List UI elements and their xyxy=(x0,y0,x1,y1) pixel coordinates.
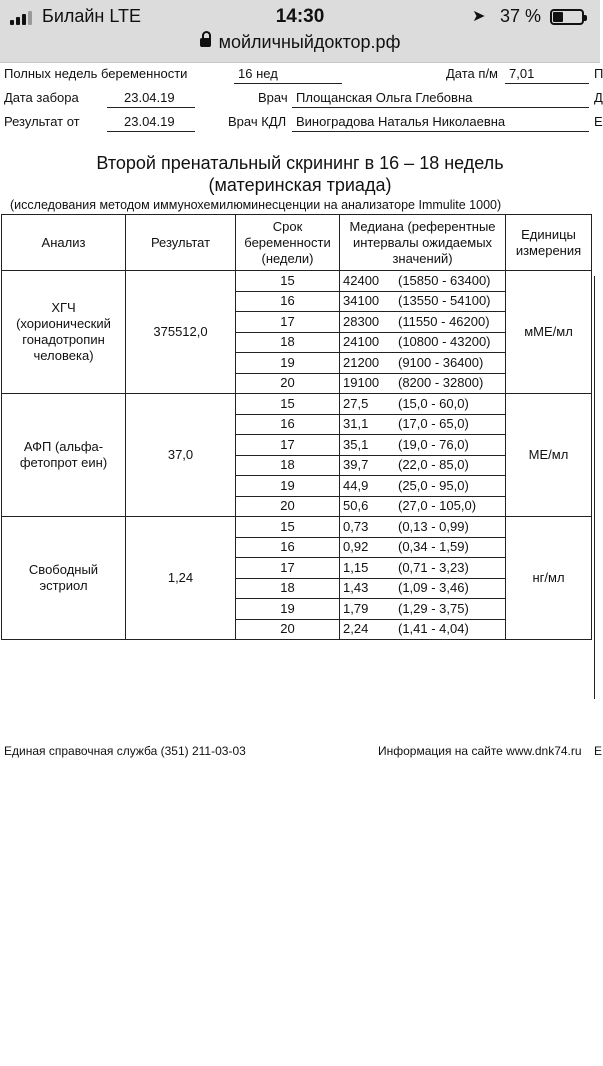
gestation-week: 19 xyxy=(236,599,340,620)
reference-range: (9100 - 36400) xyxy=(398,354,484,370)
analyte-result: 1,24 xyxy=(126,517,236,640)
battery-percent: 37 % xyxy=(500,6,542,26)
gestation-week: 16 xyxy=(236,537,340,558)
method-note: (исследования методом иммунохемилюминесценции на анализаторе Immulite 1000) xyxy=(10,198,502,212)
median-range xyxy=(340,271,506,292)
median-range xyxy=(340,414,506,435)
battery-icon xyxy=(550,9,584,25)
lab-report xyxy=(0,62,603,1066)
analyte-name: Свободный эстриол xyxy=(2,517,126,640)
site-info: Информация на сайте www.dnk74.ru xyxy=(378,744,582,758)
analyte-name: ХГЧ (хорионический гонадотропин человека) xyxy=(2,271,126,394)
median-value: 31,1 xyxy=(343,416,369,432)
gestation-week: 18 xyxy=(236,332,340,353)
gestation-week: 18 xyxy=(236,578,340,599)
weeks-value: 16 нед xyxy=(238,66,278,81)
analyte-unit: МЕ/мл xyxy=(506,394,592,517)
median-value: 24100 xyxy=(343,334,380,350)
median-range xyxy=(340,476,506,497)
column-header-median: Медиана (референтные интервалы ожидаемых значений) xyxy=(340,215,506,271)
median-range xyxy=(340,537,506,558)
analyte-result: 375512,0 xyxy=(126,271,236,394)
analyte-unit: мМЕ/мл xyxy=(506,271,592,394)
analyte-result: 37,0 xyxy=(126,394,236,517)
median-range xyxy=(340,599,506,620)
edge-letter-2: Д xyxy=(594,90,603,105)
gestation-week: 20 xyxy=(236,619,340,640)
location-arrow-icon: ➤ xyxy=(472,8,486,25)
report-title: Второй пренатальный скрининг в 16 – 18 недель xyxy=(96,153,504,173)
lmp-label: Дата п/м xyxy=(446,66,498,81)
gestation-week: 20 xyxy=(236,496,340,517)
table-row xyxy=(2,394,592,415)
median-value: 42400 xyxy=(343,272,380,288)
median-value: 21200 xyxy=(343,354,380,370)
gestation-week: 17 xyxy=(236,558,340,579)
gestation-week: 17 xyxy=(236,312,340,333)
reference-range: (10800 - 43200) xyxy=(398,334,491,350)
adjacent-page-edge xyxy=(594,276,601,699)
analyte-name: АФП (альфа-фетопрот еин) xyxy=(2,394,126,517)
reference-range: (1,29 - 3,75) xyxy=(398,600,469,616)
doctor-value: Площанская Ольга Глебовна xyxy=(296,90,473,105)
reference-range: (11550 - 46200) xyxy=(398,313,490,329)
column-header-units: Единицы измерения xyxy=(506,215,592,271)
gestation-week: 16 xyxy=(236,414,340,435)
reference-range: (1,41 - 4,04) xyxy=(398,621,469,637)
median-value: 34100 xyxy=(343,293,380,309)
gestation-week: 16 xyxy=(236,291,340,312)
reference-range: (22,0 - 85,0) xyxy=(398,457,469,473)
reference-range: (13550 - 54100) xyxy=(398,293,491,309)
median-value: 1,15 xyxy=(343,559,369,575)
edge-letter-footer: Е xyxy=(594,744,603,758)
lab-doctor-label: Врач КДЛ xyxy=(228,114,287,129)
table-row xyxy=(2,271,592,292)
median-range xyxy=(340,312,506,333)
gestation-week: 19 xyxy=(236,353,340,374)
gestation-week: 17 xyxy=(236,435,340,456)
median-range xyxy=(340,394,506,415)
reference-range: (8200 - 32800) xyxy=(398,375,484,391)
median-range xyxy=(340,332,506,353)
gestation-week: 15 xyxy=(236,394,340,415)
column-header-week: Срок беременности (недели) xyxy=(236,215,340,271)
report-subtitle: (материнская триада) xyxy=(208,175,392,195)
gestation-week: 15 xyxy=(236,517,340,538)
median-value: 39,7 xyxy=(343,457,369,473)
median-value: 0,73 xyxy=(343,518,369,534)
gestation-week: 15 xyxy=(236,271,340,292)
median-range xyxy=(340,578,506,599)
median-value: 2,24 xyxy=(343,621,369,637)
edge-letter-3: Е xyxy=(594,114,603,129)
lab-doctor-value: Виноградова Наталья Николаевна xyxy=(296,114,506,129)
reference-range: (0,34 - 1,59) xyxy=(398,539,469,555)
median-value: 27,5 xyxy=(343,395,369,411)
gestation-week: 19 xyxy=(236,476,340,497)
reference-range: (0,13 - 0,99) xyxy=(398,518,469,534)
clock: 14:30 xyxy=(275,6,325,27)
median-range xyxy=(340,496,506,517)
reference-range: (15,0 - 60,0) xyxy=(398,395,469,411)
edge-letter-1: П xyxy=(594,66,603,81)
carrier-label: Билайн LTE xyxy=(42,6,142,26)
address-bar[interactable] xyxy=(0,32,600,53)
median-value: 50,6 xyxy=(343,498,369,514)
median-value: 19100 xyxy=(343,375,380,391)
doctor-label: Врач xyxy=(258,90,288,105)
analyte-unit: нг/мл xyxy=(506,517,592,640)
reference-range: (19,0 - 76,0) xyxy=(398,436,469,452)
column-header-analysis: Анализ xyxy=(2,215,126,271)
help-line: Единая справочная служба (351) 211-03-03 xyxy=(4,744,246,758)
table-row xyxy=(2,517,592,538)
median-value: 1,43 xyxy=(343,580,369,596)
reference-range: (0,71 - 3,23) xyxy=(398,559,469,575)
sample-date-value: 23.04.19 xyxy=(124,90,175,105)
gestation-week: 20 xyxy=(236,373,340,394)
reference-range: (25,0 - 95,0) xyxy=(398,477,469,493)
column-header-result: Результат xyxy=(126,215,236,271)
median-range xyxy=(340,558,506,579)
gestation-week: 18 xyxy=(236,455,340,476)
result-date-label: Результат от xyxy=(4,114,80,129)
url-text: мойличныйдоктор.рф xyxy=(218,32,401,52)
lock-icon xyxy=(200,38,211,47)
sample-date-label: Дата забора xyxy=(4,90,79,105)
status-bar xyxy=(0,0,600,63)
results-table xyxy=(1,214,592,640)
median-range xyxy=(340,435,506,456)
median-value: 44,9 xyxy=(343,477,369,493)
reference-range: (1,09 - 3,46) xyxy=(398,580,469,596)
median-range xyxy=(340,291,506,312)
reference-range: (27,0 - 105,0) xyxy=(398,498,477,514)
result-date-value: 23.04.19 xyxy=(124,114,175,129)
median-value: 1,79 xyxy=(343,600,369,616)
reference-range: (17,0 - 65,0) xyxy=(398,416,469,432)
weeks-label: Полных недель беременности xyxy=(4,66,188,81)
lmp-value: 7,01 xyxy=(509,66,535,81)
median-range xyxy=(340,455,506,476)
median-range xyxy=(340,373,506,394)
median-value: 0,92 xyxy=(343,539,369,555)
median-value: 35,1 xyxy=(343,436,369,452)
median-value: 28300 xyxy=(343,313,380,329)
median-range xyxy=(340,517,506,538)
median-range xyxy=(340,619,506,640)
median-range xyxy=(340,353,506,374)
reference-range: (15850 - 63400) xyxy=(398,272,491,288)
